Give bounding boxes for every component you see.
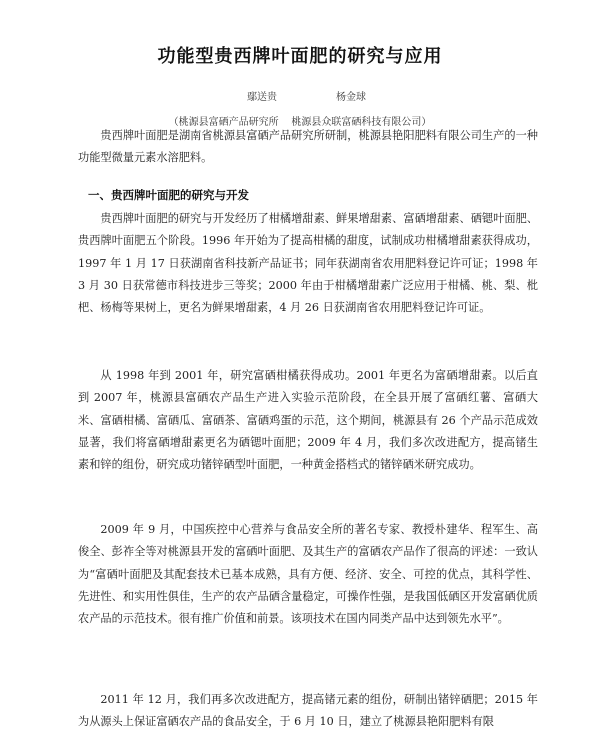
body-paragraph: 2009 年 9 月，中国疾控中心营养与食品安全所的著名专家、教授朴建华、程军生、高俊全、彭祚全等对桃源县开发的富硒叶面肥、及其生产的富硒农产品作了很高的评述：一致认为“富硒叶面肥及其配套技术已基本成熟，具有方便、经济、安全、可控的优点，其科学性、先进性、和实用性俱佳，生产的农产品硒含量稳定，可操作性强，是我国低硒区开发富硒优质农产品的示范技术。很有推广价值和前景。该项技术在国内同类产品中达到领先水平”。: [78, 523, 538, 626]
article-title: 功能型贵西牌叶面肥的研究与应用: [157, 46, 443, 67]
body-paragraph: 2011 年 12 月，我们再多次改进配方，提高锗元素的组份，研制出锗锌硒肥；2015 年为从源头上保证富硒农产品的食品安全，于 6 月 10 日，建立了桃源县艳阳肥料有限: [78, 693, 538, 729]
author-name: 鄢送贵: [247, 92, 277, 103]
author-name: 杨金球: [336, 92, 366, 103]
intro-paragraph: 贵西牌叶面肥是湖南省桃源县富硒产品研究所研制，桃源县艳阳肥料有限公司生产的一种功能型微量元素水溶肥料。: [78, 129, 538, 165]
author-line: [0, 88, 600, 102]
section-heading: 一、贵西牌叶面肥的研究与开发: [88, 188, 249, 202]
body-paragraph: 从 1998 年到 2001 年，研究富硒柑橘获得成功。2001 年更名为富硒增甜素。以后直到 2007 年，桃源县富硒农产品生产进入实验示范阶段，在全县开展了富硒红薯、富硒大米、富硒柑橘、富硒瓜、富硒茶、富硒鸡蛋的示范，这个期间，桃源县有 26 个产品示范成效显著，我们将富硒增甜素更名为硒锶叶面肥；2009 年 4 月，我们多次改进配方，提高锗生素和锌的组份，研究成功锗锌硒型叶面肥，一种黄金搭档式的锗锌硒米研究成功。: [78, 369, 538, 472]
body-paragraph: 贵西牌叶面肥的研究与开发经历了柑橘增甜素、鲜果增甜素、富硒增甜素、硒锶叶面肥、贵西牌叶面肥五个阶段。1996 年开始为了提高柑橘的甜度，试制成功柑橘增甜素获得成功，1997 年 1 月 17 日获湖南省科技新产品证书；同年获湖南省农用肥料登记许可证；1998 年 3 月 30 日获常德市科技进步三等奖；2000 年由于柑橘增甜素广泛应用于柑橘、桃、梨、枇杷、杨梅等果树上，更名为鲜果增甜素，4 月 26 日获湖南省农用肥料登记许可证。: [78, 212, 538, 315]
author-affiliation: （桃源县富硒产品研究所 桃源县众联富硒科技有限公司）: [168, 117, 432, 128]
